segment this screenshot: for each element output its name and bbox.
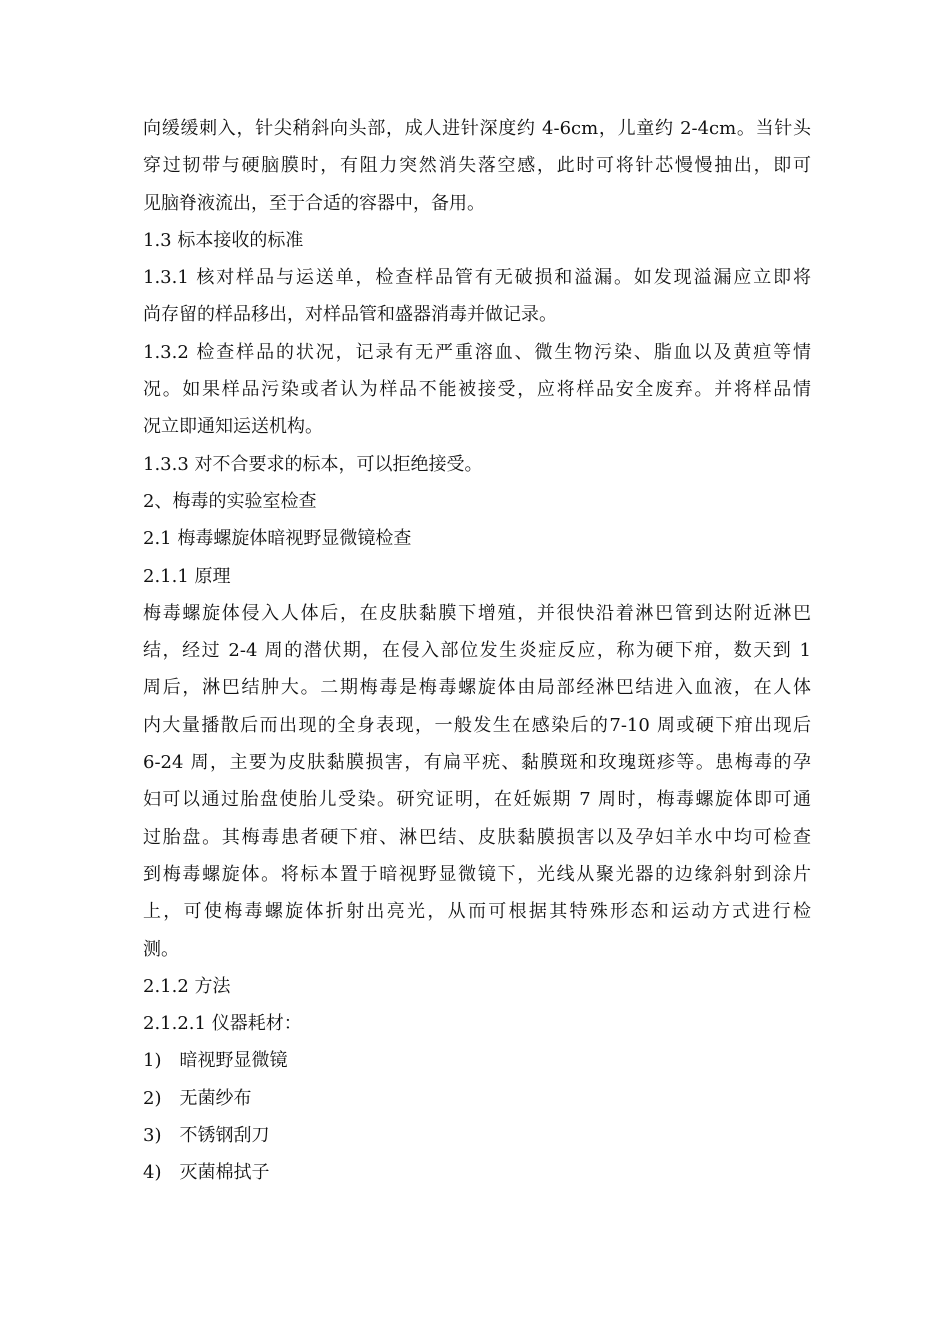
paragraph-line: 到梅毒螺旋体。将标本置于暗视野显微镜下，光线从聚光器的边缘斜射到涂片 <box>143 863 811 885</box>
paragraph-line: 上，可使梅毒螺旋体折射出亮光，从而可根据其特殊形态和运动方式进行检 <box>143 901 811 923</box>
paragraph-line: 内大量播散后而出现的全身表现，一般发生在感染后的7-10 周或硬下疳出现后 <box>143 714 811 736</box>
paragraph-line: 尚存留的样品移出，对样品管和盛器消毒并做记录。 <box>143 304 557 326</box>
paragraph-line: 结，经过 2-4 周的潜伏期，在侵入部位发生炎症反应，称为硬下疳，数天到 1 <box>143 640 811 662</box>
paragraph-line: 梅毒螺旋体侵入人体后，在皮肤黏膜下增殖，并很快沿着淋巴管到达附近淋巴 <box>143 602 811 624</box>
paragraph-line: 况立即通知运送机构。 <box>143 416 323 438</box>
paragraph-line: 1.3.1 核对样品与运送单，检查样品管有无破损和溢漏。如发现溢漏应立即将 <box>143 267 811 289</box>
paragraph-line: 周后，淋巴结肿大。二期梅毒是梅毒螺旋体由局部经淋巴结进入血液，在人体 <box>143 677 811 699</box>
paragraph-line: 过胎盘。其梅毒患者硬下疳、淋巴结、皮肤黏膜损害以及孕妇羊水中均可检查 <box>143 826 811 848</box>
paragraph-line: 妇可以通过胎盘使胎儿受染。研究证明，在妊娠期 7 周时，梅毒螺旋体即可通 <box>143 789 811 811</box>
paragraph-line: 6-24 周，主要为皮肤黏膜损害，有扁平疣、黏膜斑和玫瑰斑疹等。患梅毒的孕 <box>143 752 811 774</box>
section-heading: 1.3 标本接收的标准 <box>143 229 304 251</box>
list-item: 3) 不锈钢刮刀 <box>143 1125 270 1147</box>
paragraph-line: 1.3.2 检查样品的状况，记录有无严重溶血、微生物污染、脂血以及黄疸等情 <box>143 341 811 363</box>
list-item: 4) 灭菌棉拭子 <box>143 1162 270 1184</box>
paragraph-line: 况。如果样品污染或者认为样品不能被接受，应将样品安全废弃。并将样品情 <box>143 379 811 401</box>
section-heading: 2.1.2.1 仪器耗材： <box>143 1013 302 1035</box>
paragraph-line: 1.3.3 对不合要求的标本，可以拒绝接受。 <box>143 453 483 475</box>
list-item: 2) 无菌纱布 <box>143 1087 252 1109</box>
list-item: 1) 暗视野显微镜 <box>143 1050 288 1072</box>
section-heading: 2.1.2 方法 <box>143 975 231 997</box>
section-heading: 2.1 梅毒螺旋体暗视野显微镜检查 <box>143 528 412 550</box>
section-heading: 2.1.1 原理 <box>143 565 231 587</box>
paragraph-line: 穿过韧带与硬脑膜时，有阻力突然消失落空感，此时可将针芯慢慢抽出，即可 <box>143 155 811 177</box>
paragraph-line: 向缓缓刺入，针尖稍斜向头部，成人进针深度约 4-6cm，儿童约 2-4cm。当针头 <box>143 118 811 139</box>
document-body <box>143 110 811 1192</box>
paragraph-line: 见脑脊液流出，至于合适的容器中，备用。 <box>143 192 485 214</box>
paragraph-line: 测。 <box>143 938 179 960</box>
section-heading: 2、梅毒的实验室检查 <box>143 490 317 512</box>
